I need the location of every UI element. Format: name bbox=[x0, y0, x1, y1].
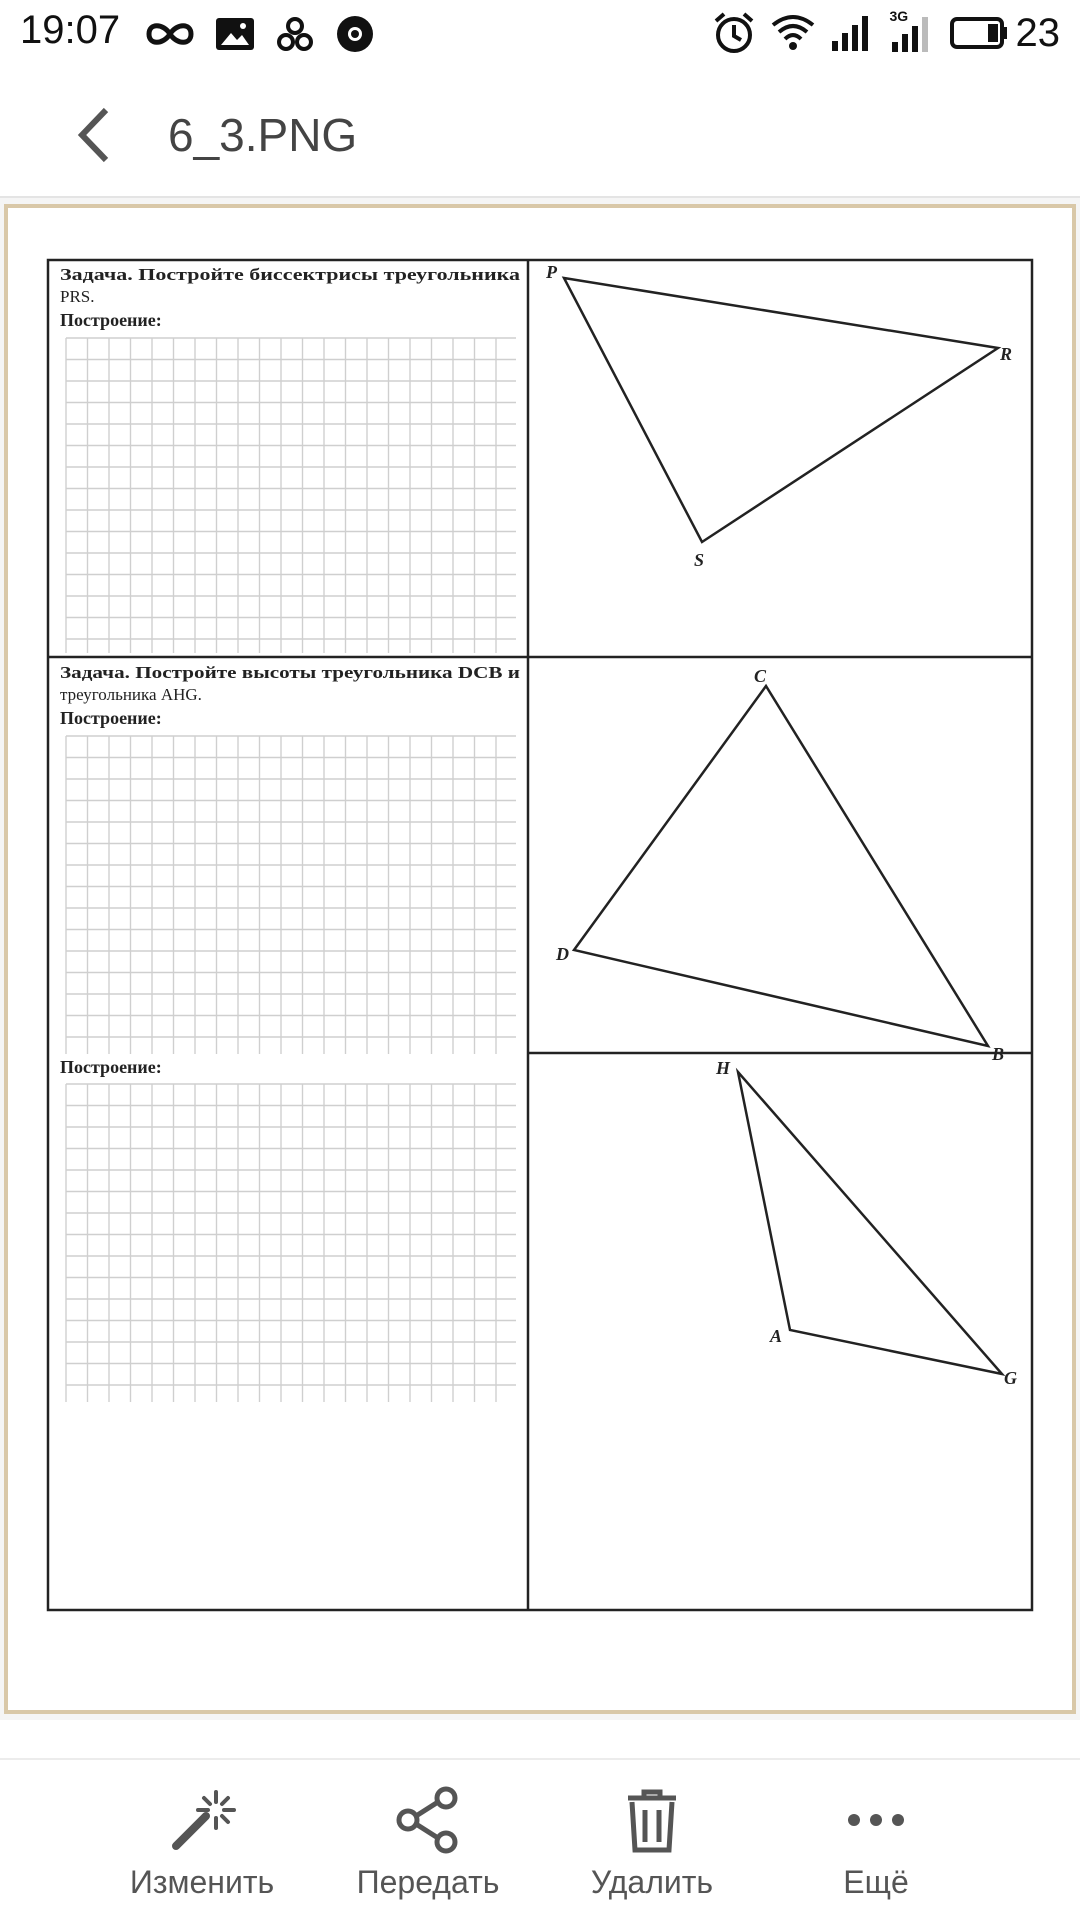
edit-button-label: Изменить bbox=[129, 1864, 275, 1900]
task1-construction-label: Построение: bbox=[60, 310, 162, 330]
share-icon bbox=[388, 1780, 468, 1860]
status-right-icons bbox=[712, 10, 1061, 56]
trash-icon bbox=[612, 1780, 692, 1860]
image-viewer[interactable] bbox=[0, 198, 1080, 1720]
vertex-label-p: P bbox=[546, 262, 557, 282]
alarm-icon bbox=[712, 11, 756, 55]
status-time: 19:07 bbox=[20, 8, 121, 52]
task3-construction-label: Построение: bbox=[60, 1057, 162, 1077]
wifi-icon bbox=[770, 13, 816, 53]
construction-grid-3 bbox=[66, 1084, 516, 1402]
battery-percentage: 23 bbox=[1015, 10, 1060, 55]
status-bar bbox=[0, 0, 1080, 68]
vertex-label-h: H bbox=[716, 1058, 731, 1078]
construction-grid-1 bbox=[66, 338, 516, 653]
vertex-label-b: B bbox=[992, 1044, 1005, 1064]
vertex-label-c: C bbox=[754, 666, 767, 686]
vertex-label-d: D bbox=[556, 944, 569, 964]
signal-3g-icon bbox=[888, 8, 936, 54]
triangle-prs bbox=[564, 278, 998, 542]
edit-button[interactable] bbox=[102, 1780, 302, 1901]
task2-text-line1: Задача. Постройте высоты треугольника DCB и bbox=[60, 663, 521, 682]
vertex-label-s: S bbox=[694, 550, 705, 570]
chrome-icon bbox=[335, 14, 375, 54]
share-button[interactable] bbox=[328, 1780, 528, 1901]
back-button[interactable] bbox=[60, 100, 130, 170]
worksheet bbox=[8, 208, 1072, 1710]
vertex-label-a: A bbox=[770, 1326, 783, 1346]
triangle-dcb bbox=[574, 686, 988, 1046]
battery-icon bbox=[950, 16, 1008, 50]
chevron-left-icon bbox=[60, 100, 130, 170]
task1-text-line2: PRS. bbox=[60, 287, 95, 306]
vertex-label-g: G bbox=[1004, 1368, 1017, 1388]
infinity-icon bbox=[145, 19, 195, 49]
more-button[interactable] bbox=[776, 1780, 976, 1901]
more-button-label: Ещё bbox=[843, 1864, 909, 1900]
network-type-label: 3G bbox=[889, 8, 909, 24]
signal-icon bbox=[830, 13, 874, 53]
document-image[interactable] bbox=[4, 204, 1076, 1714]
page-title: 6_3.PNG bbox=[168, 109, 358, 161]
construction-grid-2 bbox=[66, 736, 516, 1054]
status-left-icons bbox=[145, 12, 375, 56]
share-button-label: Передать bbox=[356, 1864, 500, 1900]
app-bar bbox=[0, 68, 1080, 196]
task2-construction-label: Построение: bbox=[60, 708, 162, 728]
delete-button-label: Удалить bbox=[590, 1864, 714, 1900]
task2-text-line2: треугольника AHG. bbox=[60, 685, 202, 704]
pinwheel-icon bbox=[275, 14, 315, 54]
gallery-notification-icon bbox=[215, 17, 255, 51]
more-icon bbox=[836, 1780, 916, 1860]
magic-wand-icon bbox=[162, 1780, 242, 1860]
task1-text-line1: Задача. Постройте биссектрисы треугольника bbox=[60, 265, 521, 284]
vertex-label-r: R bbox=[1000, 344, 1013, 364]
bottom-action-bar bbox=[0, 1758, 1080, 1922]
delete-button[interactable] bbox=[552, 1780, 752, 1901]
